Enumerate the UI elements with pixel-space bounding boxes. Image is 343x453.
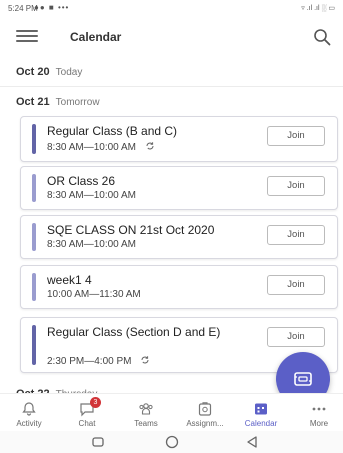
event-color-bar <box>32 223 36 251</box>
recurring-icon <box>145 141 155 151</box>
nav-teams[interactable] <box>121 394 171 432</box>
back-icon[interactable] <box>244 434 260 450</box>
join-button[interactable]: Join <box>267 225 325 245</box>
teams-icon <box>138 401 154 417</box>
more-icon <box>311 401 327 417</box>
join-button[interactable]: Join <box>267 126 325 146</box>
nav-calendar[interactable] <box>236 394 286 432</box>
date-label: Oct 21 <box>16 96 50 108</box>
status-icons: ●● ■ ••• <box>34 3 70 12</box>
meet-now-icon <box>293 369 313 389</box>
event-title: Regular Class (Section D and E) <box>47 325 221 339</box>
event-time: 8:30 AM—10:00 AM <box>47 142 136 153</box>
search-icon[interactable] <box>313 28 331 46</box>
event-title: OR Class 26 <box>47 174 116 188</box>
event-time: 8:30 AM—10:00 AM <box>47 239 136 250</box>
status-indicators: ▿ .ıl .ıl ░ ▭ <box>301 5 335 12</box>
divider <box>0 86 343 87</box>
nav-label: More <box>309 419 329 428</box>
recurring-icon <box>140 355 150 365</box>
nav-label: Chat <box>78 419 96 428</box>
event-color-bar <box>32 124 36 154</box>
page-title: Calendar <box>70 30 122 44</box>
nav-chat[interactable] <box>62 394 112 432</box>
nav-label: Assignm... <box>186 419 224 428</box>
nav-label: Teams <box>134 419 158 428</box>
event-title: week1 4 <box>47 273 92 287</box>
event-color-bar <box>32 273 36 301</box>
date-header-today <box>16 66 82 78</box>
status-bar <box>0 0 343 18</box>
nav-label: Activity <box>16 419 42 428</box>
recent-apps-icon[interactable] <box>90 434 106 450</box>
event-time-row <box>47 141 155 153</box>
date-label: Oct 20 <box>16 66 50 78</box>
home-icon[interactable] <box>164 434 180 450</box>
event-time: 10:00 AM—11:30 AM <box>47 289 141 300</box>
hamburger-menu-icon[interactable] <box>16 30 38 42</box>
event-card[interactable] <box>20 215 338 259</box>
event-title: SQE CLASS ON 21st Oct 2020 <box>47 223 215 237</box>
event-time-row <box>47 355 150 367</box>
event-color-bar <box>32 174 36 202</box>
status-time: 5:24 PM <box>8 4 38 13</box>
event-card[interactable] <box>20 116 338 162</box>
join-button[interactable]: Join <box>267 275 325 295</box>
unread-badge: 3 <box>90 397 101 408</box>
event-color-bar <box>32 325 36 365</box>
bell-icon <box>21 401 37 417</box>
nav-label: Calendar <box>244 419 278 428</box>
date-relative-label: Tomorrow <box>55 97 100 108</box>
nav-more[interactable] <box>294 394 343 432</box>
event-card[interactable] <box>20 265 338 309</box>
event-title: Regular Class (B and C) <box>47 124 178 138</box>
event-card[interactable] <box>20 166 338 210</box>
date-relative-label: Today <box>55 67 83 78</box>
join-button[interactable]: Join <box>267 327 325 347</box>
event-time: 2:30 PM—4:00 PM <box>47 356 132 367</box>
date-header-tomorrow <box>16 96 100 108</box>
nav-assignments[interactable] <box>180 394 230 432</box>
assignments-icon <box>197 401 213 417</box>
nav-activity[interactable] <box>4 394 54 432</box>
event-time: 8:30 AM—10:00 AM <box>47 190 136 201</box>
app-bar <box>0 22 343 50</box>
bottom-nav <box>0 393 343 432</box>
calendar-icon <box>253 401 269 417</box>
join-button[interactable]: Join <box>267 176 325 196</box>
system-nav-bar <box>0 431 343 453</box>
